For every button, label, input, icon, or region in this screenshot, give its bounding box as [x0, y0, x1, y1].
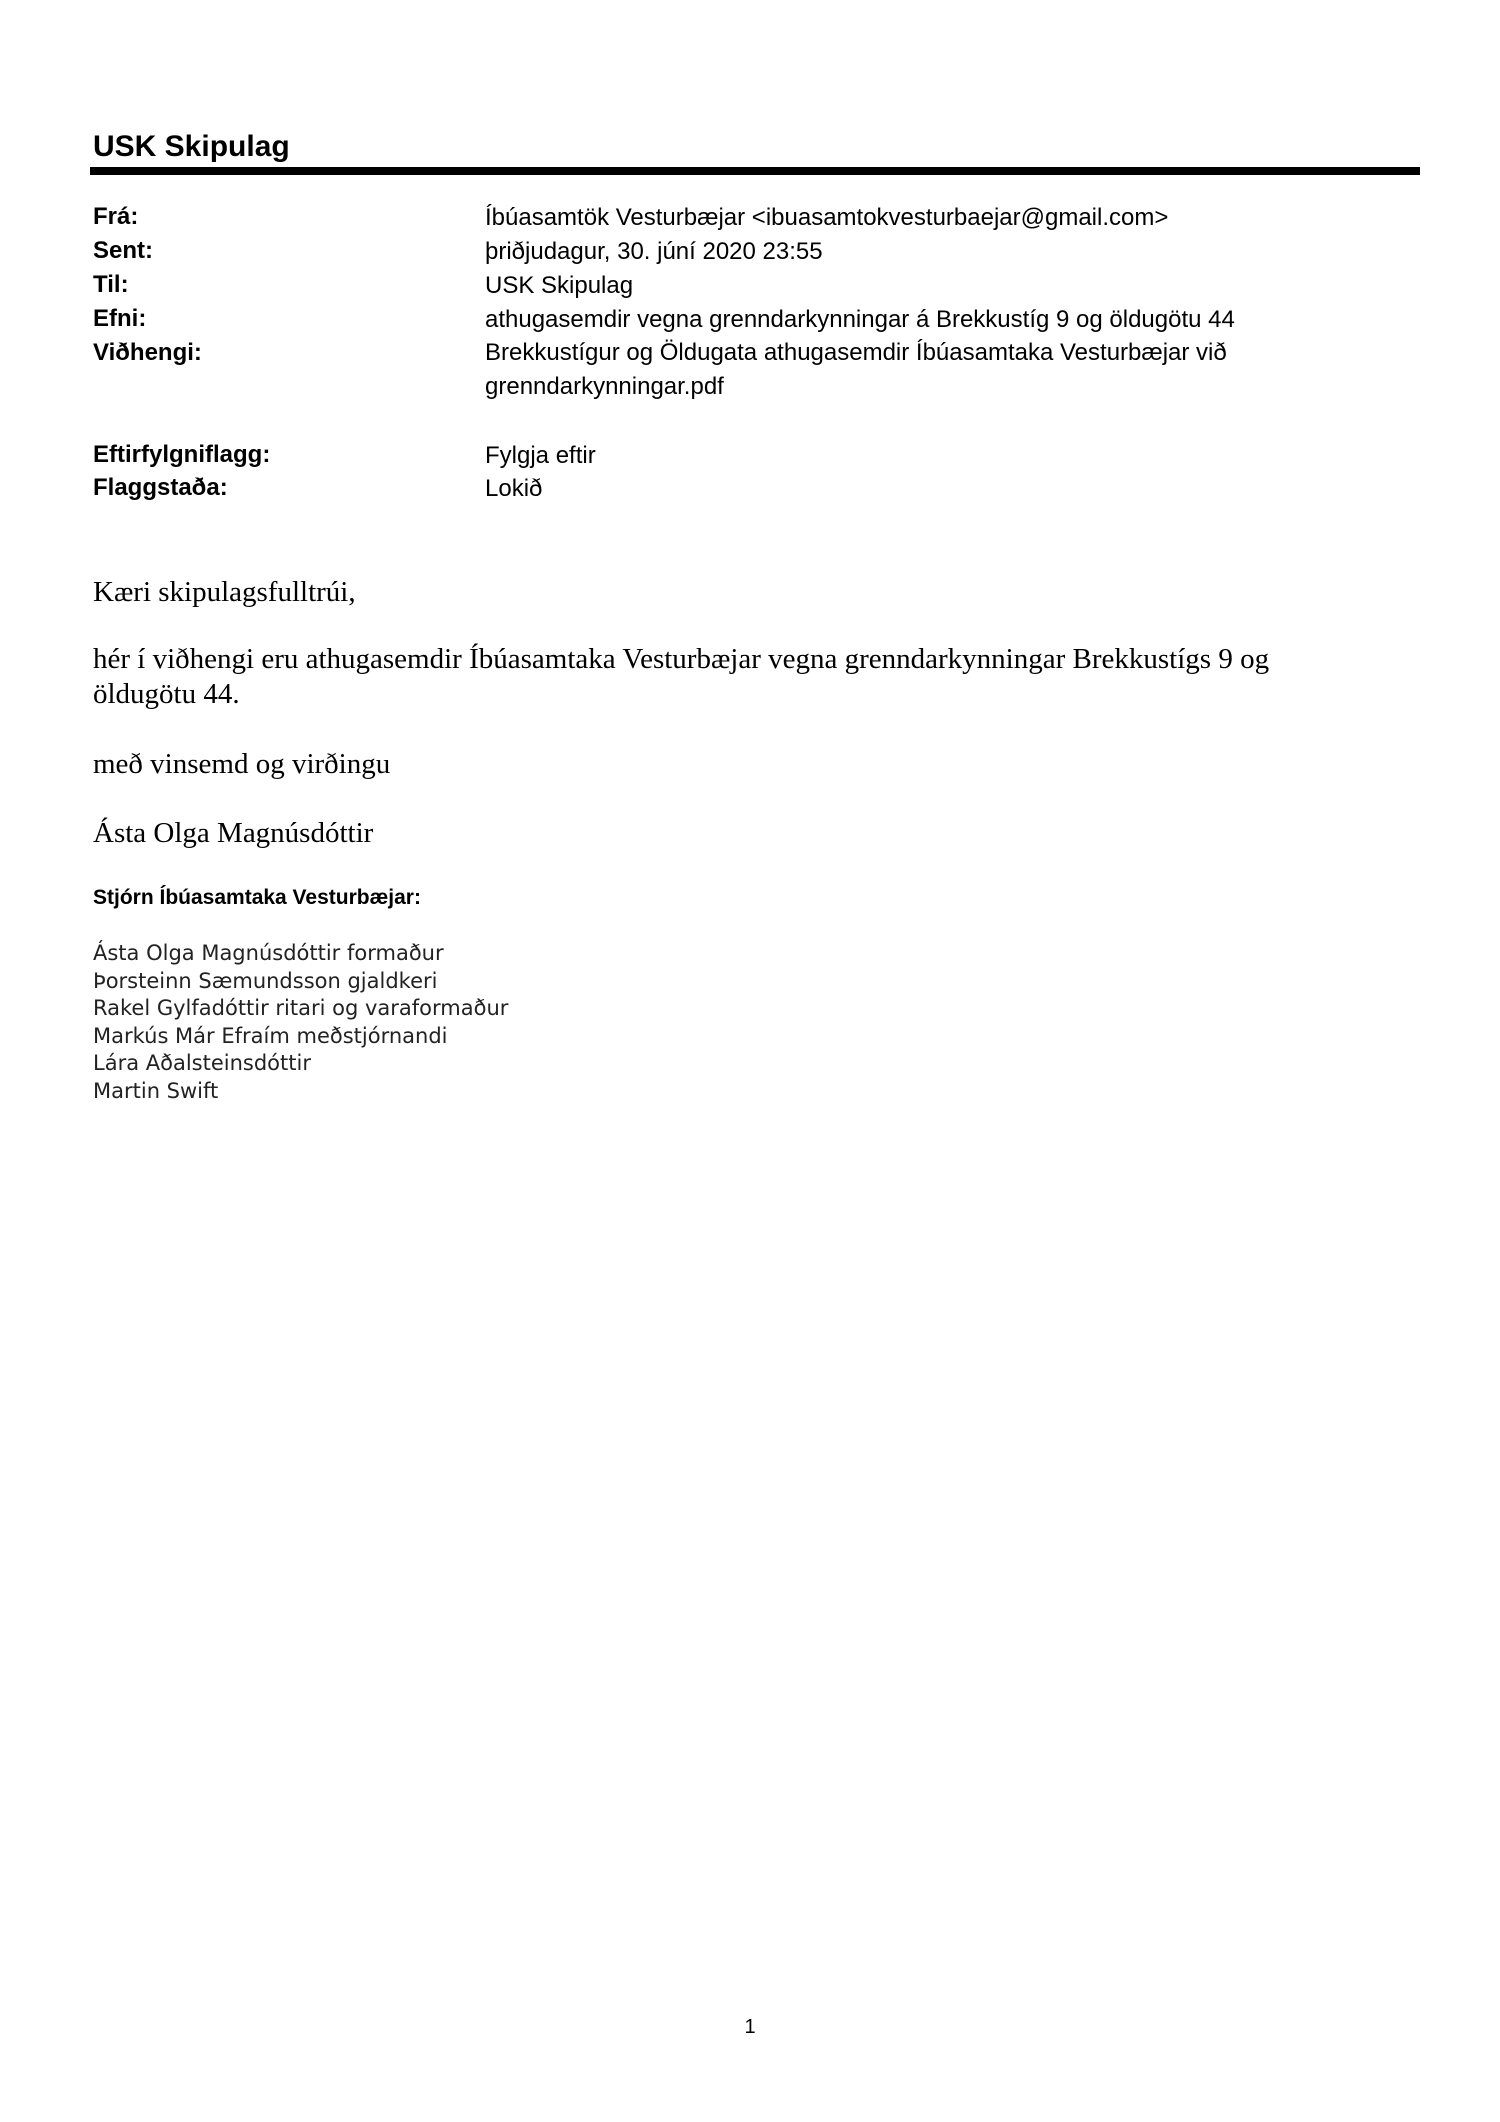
- board-member: Markús Már Efraím meðstjórnandi: [93, 1023, 448, 1048]
- signature: Ásta Olga Magnúsdóttir: [93, 817, 374, 849]
- subject-value: athugasemdir vegna grenndarkynningar á Brekkustíg 9 og öldugötu 44: [485, 306, 1235, 333]
- from-value: Íbúasamtök Vesturbæjar <ibuasamtokvesturbaejar@gmail.com>: [485, 204, 1169, 231]
- followup-flag-value: Fylgja eftir: [485, 442, 596, 469]
- board-member: Rakel Gylfadóttir ritari og varaformaður: [93, 996, 509, 1020]
- followup-flag-label: Eftirfylgniflagg:: [93, 441, 271, 468]
- subject-label: Efni:: [93, 305, 147, 332]
- greeting: Kæri skipulagsfulltrúi,: [93, 576, 356, 608]
- board-member: Lára Aðalsteinsdóttir: [93, 1051, 311, 1075]
- flag-status-value: Lokið: [485, 475, 543, 502]
- board-member-list: [93, 940, 508, 1105]
- sent-label: Sent:: [93, 237, 153, 264]
- closing: með vinsemd og virðingu: [93, 748, 391, 780]
- board-title: Stjórn Íbúasamtaka Vesturbæjar:: [93, 886, 421, 909]
- to-label: Til:: [93, 271, 129, 298]
- attachment-value[interactable]: Brekkustígur og Öldugata athugasemdir Íbúasamtaka Vesturbæjar við grenndarkynningar.pdf: [485, 339, 1227, 400]
- board-member: Ásta Olga Magnúsdóttir formaður: [93, 941, 444, 965]
- document-title: USK Skipulag: [93, 130, 290, 163]
- title-divider: [90, 167, 1420, 175]
- page-number: 1: [744, 2016, 756, 2038]
- board-member: Þorsteinn Sæmundsson gjaldkeri: [93, 968, 438, 993]
- sent-value: þriðjudagur, 30. júní 2020 23:55: [485, 238, 823, 265]
- body-paragraph: hér í viðhengi eru athugasemdir Íbúasamtaka Vesturbæjar vegna grenndarkynningar Brekkustígs 9 og öldugötu 44.: [93, 643, 1270, 710]
- from-label: Frá:: [93, 203, 139, 230]
- flag-status-label: Flaggstaða:: [93, 474, 228, 501]
- attachment-label: Viðhengi:: [93, 339, 202, 366]
- to-value: USK Skipulag: [485, 272, 634, 299]
- board-member: Martin Swift: [93, 1078, 219, 1103]
